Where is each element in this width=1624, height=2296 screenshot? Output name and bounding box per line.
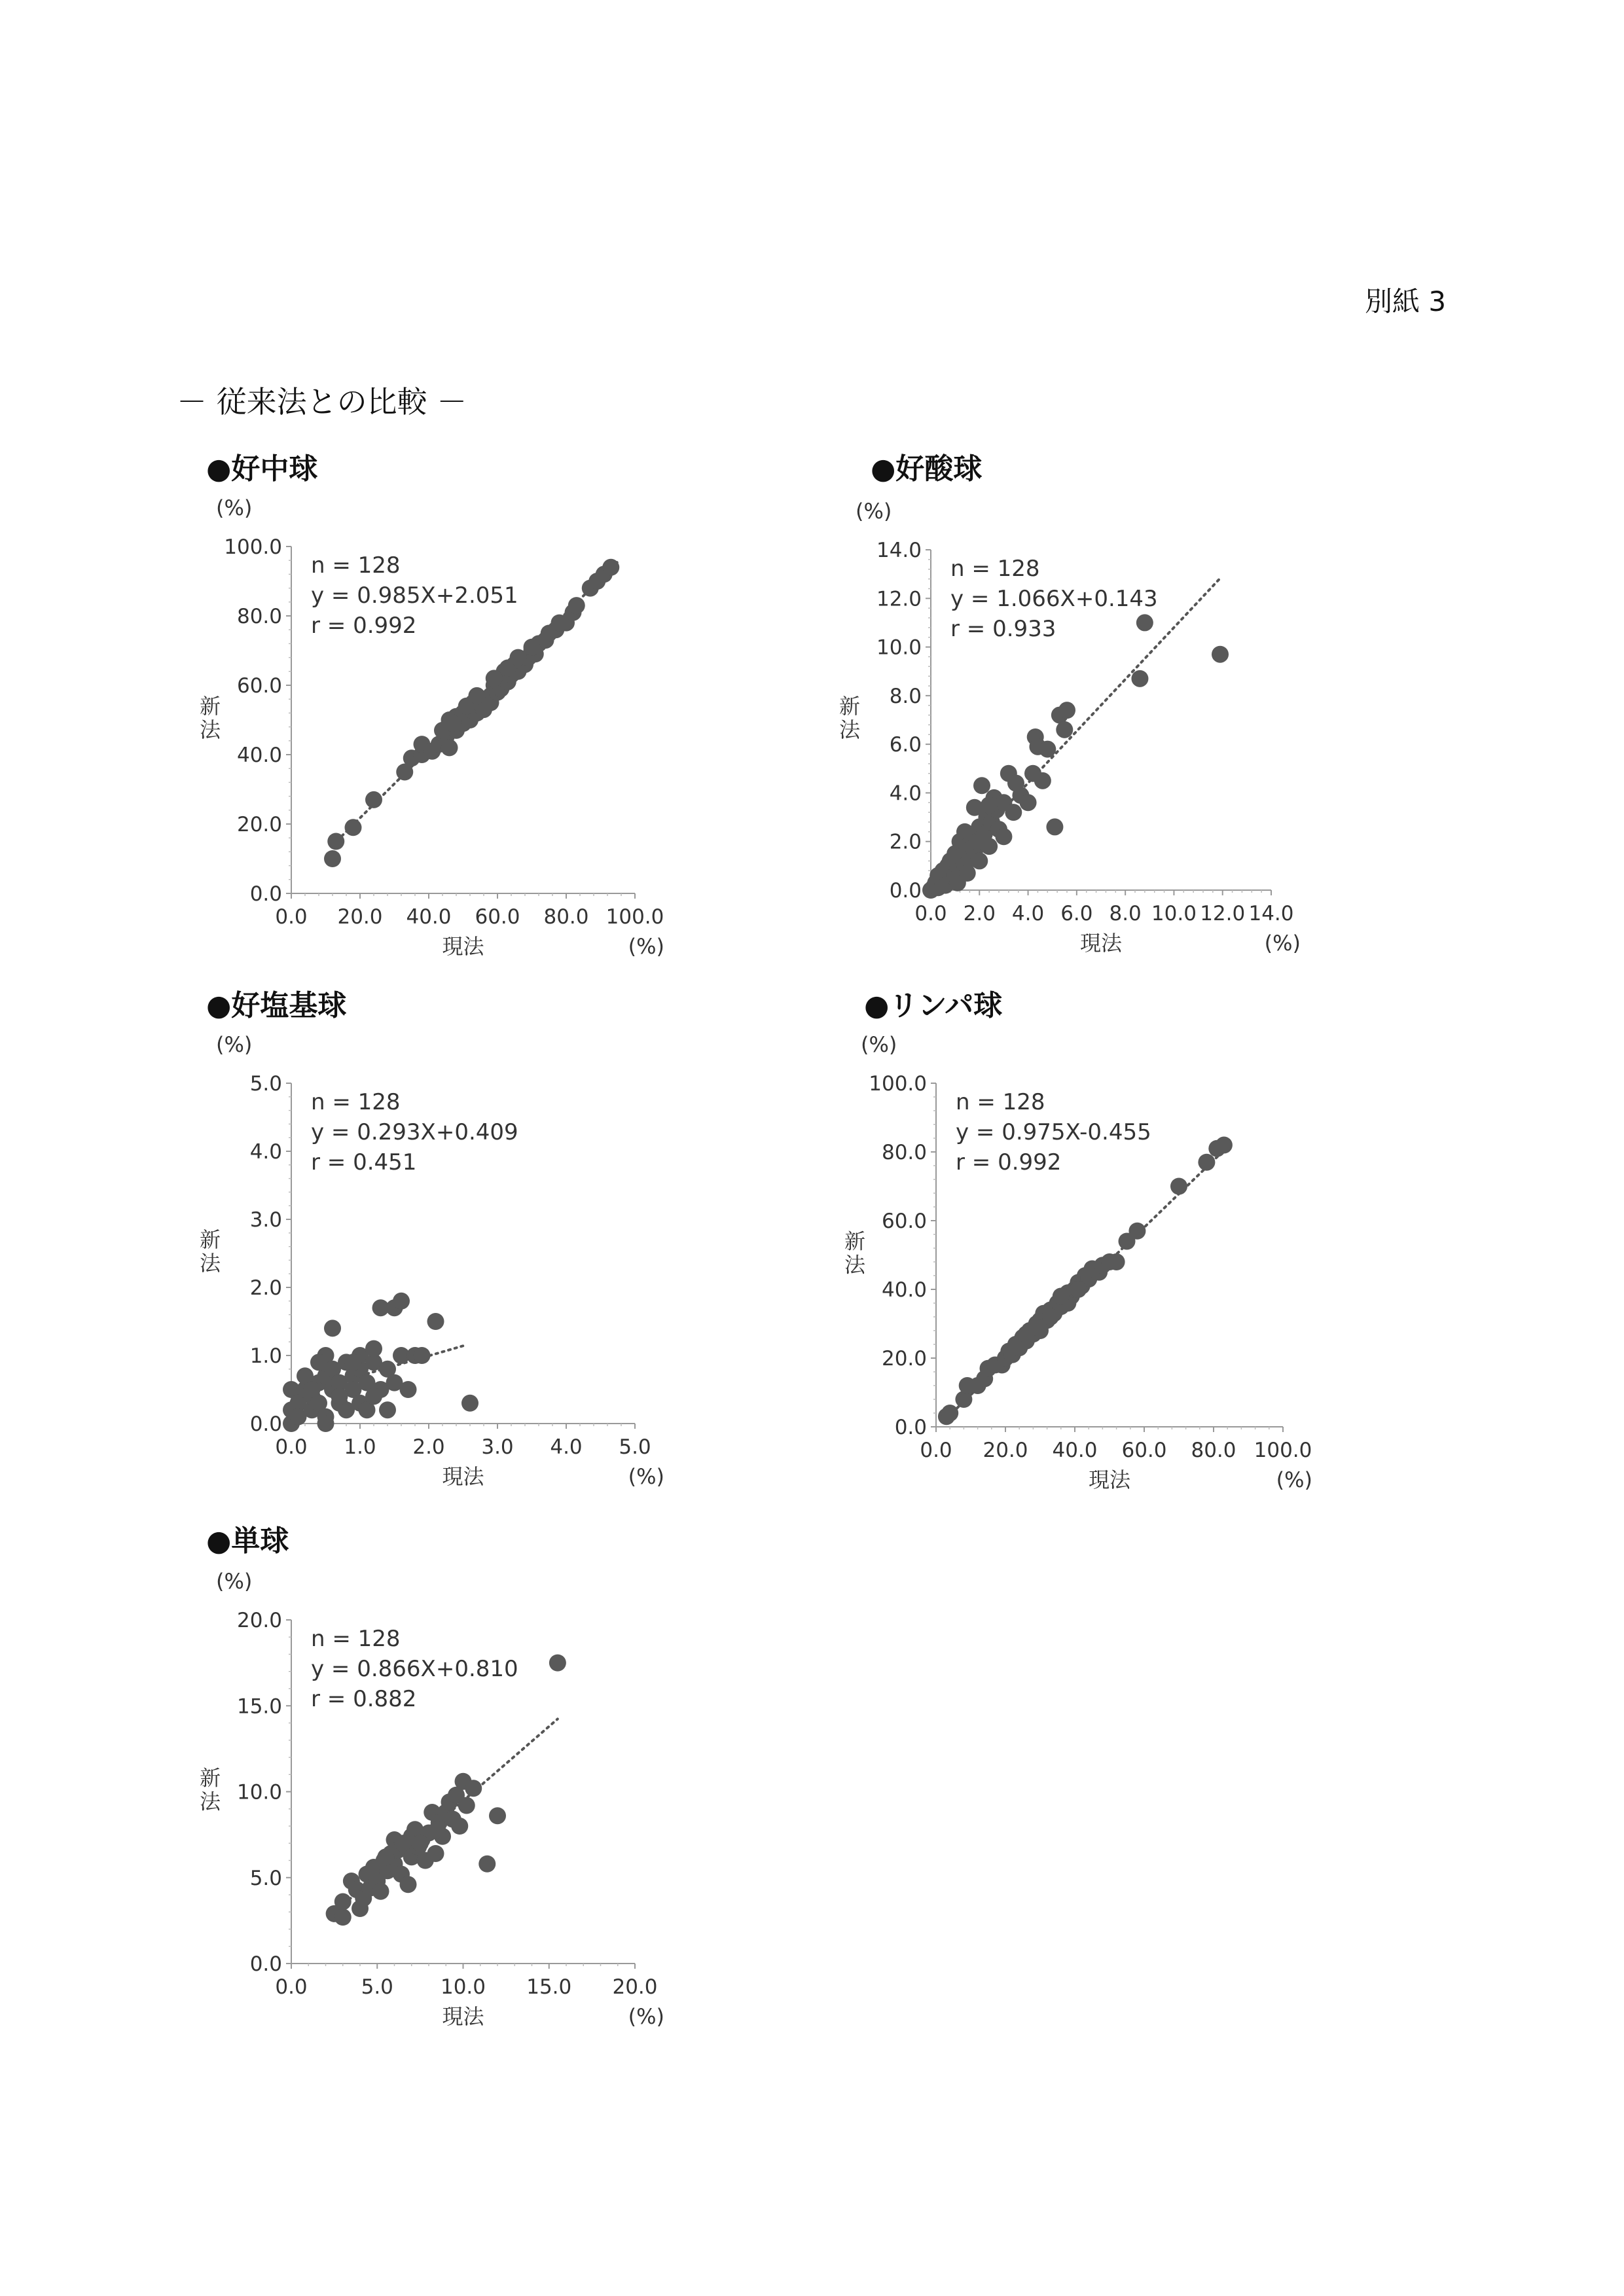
- x-tick-label: 4.0: [1011, 902, 1045, 925]
- regression-stat: r = 0.882: [311, 1686, 417, 1712]
- data-point: [345, 819, 362, 836]
- y-axis-label-2: 法: [200, 717, 221, 742]
- y-tick-label: 80.0: [236, 605, 282, 628]
- x-tick-label: 2.0: [412, 1435, 445, 1459]
- y-tick-label: 4.0: [889, 781, 922, 806]
- data-point: [334, 1909, 352, 1926]
- regression-stat: r = 0.933: [950, 616, 1056, 642]
- data-point: [465, 1780, 482, 1797]
- x-tick-label: 15.0: [526, 1975, 572, 1999]
- data-point: [602, 559, 619, 576]
- x-tick-label: 1.0: [344, 1435, 376, 1459]
- x-tick-label: 3.0: [481, 1435, 514, 1459]
- y-tick-label: 0.0: [249, 882, 282, 906]
- x-axis-label: 現法: [442, 1464, 484, 1489]
- regression-stat: r = 0.451: [311, 1149, 417, 1175]
- y-tick-label: 60.0: [881, 1210, 927, 1233]
- data-point: [395, 1835, 412, 1852]
- x-axis-label: 現法: [442, 2004, 484, 2029]
- data-point: [1039, 741, 1056, 758]
- data-point: [1216, 1137, 1233, 1154]
- x-tick-label: 2.0: [963, 902, 996, 925]
- y-tick-label: 4.0: [249, 1140, 282, 1164]
- data-point: [414, 1347, 431, 1364]
- y-axis-label-1: 新: [839, 694, 861, 719]
- data-point: [400, 1876, 417, 1893]
- x-tick-label: 80.0: [1191, 1439, 1236, 1462]
- x-tick-label: 12.0: [1200, 902, 1246, 925]
- data-point: [1198, 1154, 1215, 1171]
- data-point: [1046, 818, 1063, 835]
- data-point: [568, 597, 585, 614]
- data-point: [981, 838, 998, 855]
- x-unit-label: (%): [628, 934, 664, 959]
- x-tick-label: 10.0: [1151, 902, 1197, 925]
- regression-stat: n = 128: [311, 552, 401, 579]
- y-axis-label-2: 法: [839, 717, 861, 742]
- y-axis-label-2: 法: [200, 1251, 221, 1276]
- x-unit-label: (%): [628, 2004, 664, 2029]
- data-point: [461, 1395, 478, 1412]
- data-point: [331, 1388, 348, 1405]
- x-tick-label: 100.0: [1254, 1439, 1312, 1462]
- data-point: [981, 797, 998, 814]
- y-tick-label: 60.0: [236, 674, 282, 698]
- data-point: [1020, 794, 1037, 811]
- data-point: [510, 649, 527, 666]
- data-point: [478, 1856, 496, 1873]
- regression-stat: y = 0.866X+0.810: [311, 1656, 518, 1682]
- x-tick-label: 0.0: [275, 1435, 308, 1459]
- y-axis-label-1: 新: [200, 694, 221, 719]
- y-tick-label: 14.0: [876, 539, 922, 562]
- data-point: [995, 828, 1012, 845]
- scatter-plot: [839, 445, 1348, 982]
- data-point: [327, 833, 344, 850]
- chart-lymphocyte: [844, 982, 1348, 1518]
- data-point: [427, 1313, 444, 1330]
- data-point: [444, 715, 461, 732]
- data-point: [1028, 1319, 1045, 1336]
- data-point: [345, 1354, 362, 1371]
- y-axis-label-1: 新: [844, 1229, 866, 1254]
- x-tick-label: 100.0: [605, 905, 664, 929]
- data-point: [1042, 1308, 1059, 1325]
- data-point: [1128, 1223, 1146, 1240]
- y-tick-label: 20.0: [236, 813, 282, 836]
- data-point: [451, 1818, 468, 1835]
- x-tick-label: 14.0: [1248, 902, 1294, 925]
- data-point: [549, 1655, 566, 1672]
- data-point: [941, 1405, 958, 1422]
- data-point: [959, 865, 976, 882]
- data-point: [379, 1401, 396, 1418]
- x-tick-label: 60.0: [475, 905, 520, 929]
- data-point: [429, 1821, 446, 1838]
- y-tick-label: 10.0: [876, 636, 922, 660]
- data-point: [365, 791, 382, 808]
- scatter-plot: [196, 445, 694, 982]
- chart-monocyte: [196, 1517, 694, 2054]
- y-axis-label-2: 法: [200, 1789, 221, 1814]
- y-tick-label: 0.0: [249, 1952, 282, 1976]
- data-point: [1131, 670, 1148, 687]
- chart-title: ●リンパ球: [864, 989, 1003, 1022]
- y-axis-label-1: 新: [200, 1765, 221, 1791]
- regression-stat: n = 128: [311, 1089, 401, 1115]
- x-tick-label: 8.0: [1109, 902, 1142, 925]
- y-tick-label: 5.0: [249, 1072, 282, 1096]
- data-point: [317, 1415, 334, 1432]
- x-tick-label: 5.0: [619, 1435, 651, 1459]
- regression-stat: y = 0.985X+2.051: [311, 583, 518, 609]
- y-unit-label: (%): [216, 495, 253, 520]
- data-point: [334, 1893, 352, 1910]
- data-point: [365, 1388, 382, 1405]
- y-tick-label: 2.0: [889, 830, 922, 854]
- scatter-plot: [196, 1517, 694, 2054]
- chart-title: ●好酸球: [871, 452, 983, 486]
- scatter-plot: [844, 982, 1348, 1518]
- y-tick-label: 8.0: [889, 684, 922, 708]
- data-point: [469, 687, 486, 704]
- data-point: [310, 1354, 327, 1371]
- x-tick-label: 40.0: [406, 905, 452, 929]
- data-point: [524, 639, 541, 656]
- data-point: [412, 1835, 429, 1852]
- x-unit-label: (%): [628, 1464, 664, 1489]
- data-point: [427, 1845, 444, 1862]
- y-unit-label: (%): [856, 499, 892, 524]
- chart-title: ●好塩基球: [206, 989, 347, 1022]
- x-tick-label: 6.0: [1060, 902, 1093, 925]
- x-tick-label: 0.0: [914, 902, 947, 925]
- y-tick-label: 100.0: [224, 535, 282, 559]
- regression-stat: n = 128: [956, 1089, 1045, 1115]
- x-tick-label: 20.0: [983, 1439, 1028, 1462]
- chart-neutrophil: [196, 445, 694, 982]
- data-point: [1108, 1253, 1125, 1270]
- y-tick-label: 3.0: [249, 1208, 282, 1232]
- regression-stat: y = 0.975X-0.455: [956, 1119, 1151, 1145]
- data-point: [458, 1797, 475, 1814]
- data-point: [1070, 1281, 1087, 1298]
- y-tick-label: 0.0: [249, 1412, 282, 1436]
- y-tick-label: 0.0: [889, 879, 922, 903]
- chart-basophil: [196, 982, 694, 1518]
- x-axis-label: 現法: [1088, 1467, 1131, 1492]
- data-point: [973, 777, 990, 794]
- data-point: [441, 739, 458, 756]
- y-tick-label: 5.0: [249, 1866, 282, 1890]
- y-tick-label: 2.0: [249, 1276, 282, 1300]
- data-point: [304, 1381, 321, 1398]
- x-tick-label: 10.0: [440, 1975, 486, 1999]
- data-point: [324, 850, 341, 867]
- data-point: [1034, 772, 1051, 789]
- y-unit-label: (%): [861, 1032, 897, 1057]
- scatter-plot: [196, 982, 694, 1518]
- regression-stat: r = 0.992: [956, 1149, 1062, 1175]
- regression-stat: y = 1.066X+0.143: [950, 586, 1158, 612]
- y-unit-label: (%): [216, 1032, 253, 1057]
- data-point: [393, 1293, 410, 1310]
- regression-stat: n = 128: [950, 556, 1040, 582]
- x-tick-label: 40.0: [1052, 1439, 1098, 1462]
- y-tick-label: 80.0: [881, 1141, 927, 1164]
- x-tick-label: 80.0: [543, 905, 589, 929]
- y-tick-label: 10.0: [236, 1780, 282, 1804]
- x-tick-label: 60.0: [1121, 1439, 1167, 1462]
- appendix-label: 別紙 3: [1365, 285, 1447, 317]
- data-point: [486, 670, 503, 687]
- regression-stat: n = 128: [311, 1626, 401, 1652]
- y-tick-label: 0.0: [894, 1416, 927, 1439]
- data-point: [1212, 646, 1229, 663]
- x-tick-label: 0.0: [275, 1975, 308, 1999]
- y-unit-label: (%): [216, 1569, 253, 1594]
- chart-title: ●単球: [206, 1524, 289, 1558]
- data-point: [1056, 721, 1073, 738]
- data-point: [971, 852, 988, 869]
- x-unit-label: (%): [1276, 1467, 1312, 1492]
- x-axis-label: 現法: [442, 934, 484, 959]
- regression-stat: y = 0.293X+0.409: [311, 1119, 518, 1145]
- y-axis-label-1: 新: [200, 1227, 221, 1252]
- x-tick-label: 4.0: [550, 1435, 583, 1459]
- x-unit-label: (%): [1264, 931, 1301, 956]
- x-tick-label: 0.0: [275, 905, 308, 929]
- chart-title: ●好中球: [206, 452, 318, 486]
- data-point: [489, 1807, 506, 1824]
- data-point: [1053, 1288, 1070, 1305]
- y-tick-label: 12.0: [876, 587, 922, 611]
- x-axis-label: 現法: [1079, 931, 1123, 956]
- y-axis-label-2: 法: [844, 1252, 866, 1278]
- x-tick-label: 5.0: [361, 1975, 393, 1999]
- x-tick-label: 0.0: [920, 1439, 952, 1462]
- data-point: [365, 1340, 382, 1357]
- data-point: [324, 1319, 341, 1336]
- data-point: [1058, 702, 1075, 719]
- y-tick-label: 40.0: [236, 744, 282, 767]
- y-tick-label: 20.0: [881, 1347, 927, 1371]
- regression-stat: r = 0.992: [311, 613, 417, 639]
- y-tick-label: 15.0: [236, 1695, 282, 1719]
- data-point: [372, 1883, 389, 1900]
- y-tick-label: 20.0: [236, 1609, 282, 1632]
- data-point: [400, 1381, 417, 1398]
- x-tick-label: 20.0: [337, 905, 383, 929]
- y-tick-label: 6.0: [889, 733, 922, 757]
- y-tick-label: 1.0: [249, 1344, 282, 1368]
- data-point: [1136, 614, 1153, 631]
- data-point: [1170, 1178, 1187, 1195]
- data-point: [377, 1848, 394, 1865]
- section-title: － 従来法との比較 －: [177, 384, 467, 420]
- y-tick-label: 40.0: [881, 1278, 927, 1302]
- y-tick-label: 100.0: [869, 1072, 927, 1096]
- data-point: [1005, 804, 1022, 821]
- x-tick-label: 20.0: [612, 1975, 658, 1999]
- chart-eosinophil: [839, 445, 1348, 982]
